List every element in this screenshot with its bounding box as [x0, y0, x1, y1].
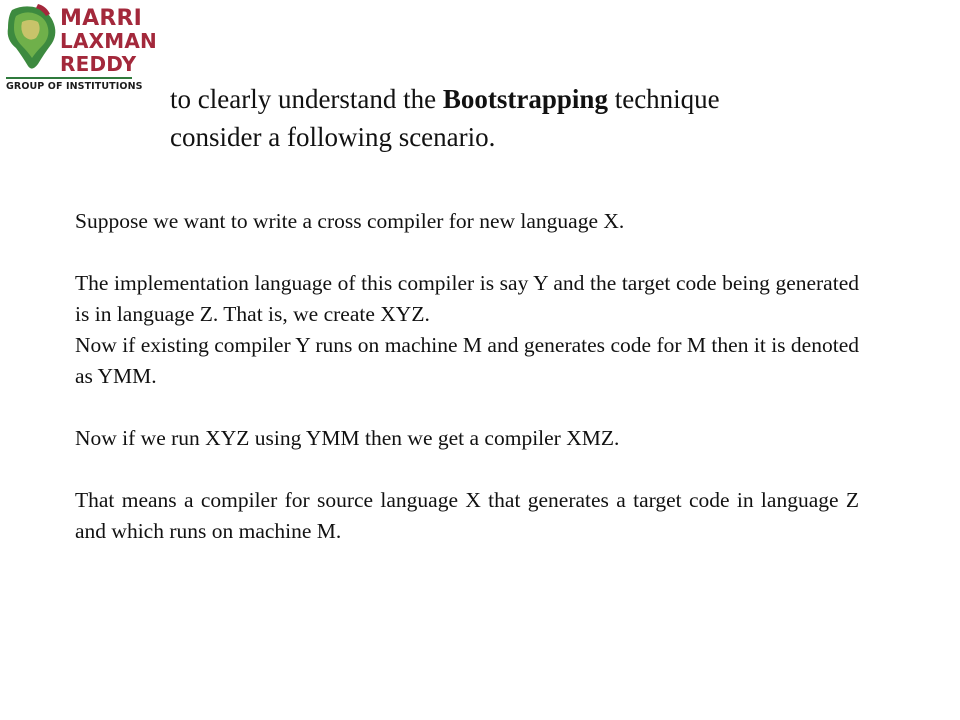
slide-body — [75, 206, 859, 547]
india-map-emblem-icon — [2, 2, 60, 74]
logo-divider — [6, 77, 132, 79]
logo-subtitle: GROUP OF INSTITUTIONS — [6, 81, 143, 92]
paragraph-4: Now if we run XYZ using YMM then we get a compiler XMZ. — [75, 426, 620, 450]
logo-text-line-1: MARRI — [60, 6, 142, 31]
logo-text-line-3: REDDY — [60, 52, 137, 76]
paragraph-5: That means a compiler for source language X that generates a target code in language Z and which runs on machine M. — [75, 488, 859, 543]
heading-prefix: to clearly understand the — [170, 84, 443, 114]
heading-bold-term: Bootstrapping — [442, 84, 608, 114]
paragraph-2: The implementation language of this compiler is say Y and the target code being generated is in language Z. That is, we create XYZ. — [75, 271, 859, 326]
logo-text-line-2: LAXMAN — [60, 29, 157, 53]
heading-suffix: technique — [607, 84, 720, 114]
heading-line-2: consider a following scenario. — [170, 122, 496, 152]
slide-heading — [170, 80, 870, 156]
paragraph-1: Suppose we want to write a cross compiler for new language X. — [75, 209, 625, 233]
paragraph-3: Now if existing compiler Y runs on machine M and generates code for M then it is denoted as YMM. — [75, 333, 859, 388]
institution-logo — [2, 2, 157, 94]
